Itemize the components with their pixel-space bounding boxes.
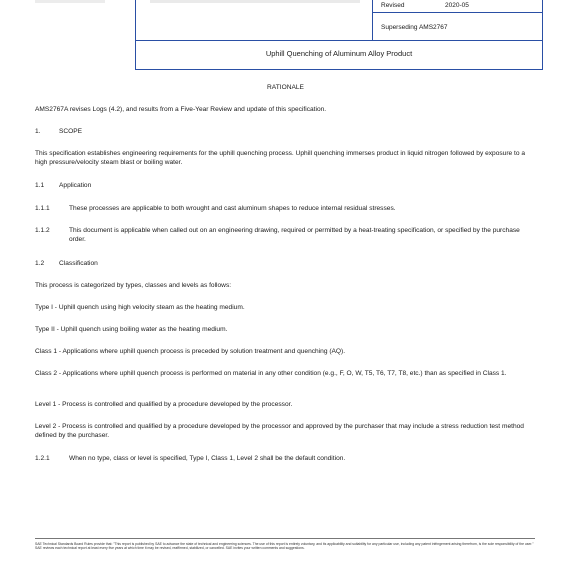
item-text: This document is applicable when called out on an engineering drawing, required or permitted by a heat-treating specification, or specified by the purchase order.: [69, 227, 520, 243]
scope-text: This specification establishes engineering requirements for the uphill quenching process. Uphill quenching immerses product in liquid nitrogen followed by exposure to a high pressure/velocity steam blast or boiling water.: [35, 150, 526, 166]
classification-heading: [35, 259, 536, 268]
level-2-text: Level 2 - Process is controlled and qualified by a procedure developed by the processor and approved by the purchaser that may include a stress reduction test method defined by the purchaser.: [35, 423, 524, 439]
footer-divider: [35, 538, 535, 539]
application-number: 1.1: [35, 182, 45, 189]
superseding-text: Superseding AMS2767: [381, 24, 448, 31]
item-number: 1.1.1: [35, 205, 50, 212]
class-1-text: Class 1 - Applications where uphill quench process is preceded by solution treatment and quenching (AQ).: [35, 348, 346, 355]
type-1-text: Type I - Uphill quench using high velocity steam as the heating medium.: [35, 304, 245, 311]
type-2-text: Type II - Uphill quench using boiling water as the heating medium.: [35, 326, 228, 333]
footer-notice: [35, 542, 535, 551]
item-number: 1.2.1: [35, 455, 50, 462]
header-faint-text: [35, 0, 105, 3]
header-faint-text-2: [150, 0, 360, 3]
rationale-text: AMS2767A revises Logs (4.2), and results from a Five-Year Review and update of this specification.: [35, 106, 327, 113]
rationale-heading: RATIONALE: [267, 84, 304, 91]
footer-line-1: SAE Technical Standards Board Rules provide that: "This report is published by SAE to advance the state of technical and engineering sciences. The use of this report is entirely voluntary, and its applicability and suitability for any particular use, including any patent infringement arising therefrom, is the sole responsibility of the user.": [35, 542, 534, 546]
scope-number: 1.: [35, 128, 41, 135]
item-text: When no type, class or level is specified, Type I, Class 1, Level 2 shall be the default condition.: [69, 455, 346, 462]
application-heading: [35, 181, 536, 190]
revised-label: Revised: [381, 2, 405, 9]
classification-intro: This process is categorized by types, classes and levels as follows:: [35, 282, 232, 289]
scope-heading: [35, 127, 536, 136]
revised-date: 2020-05: [445, 2, 469, 9]
level-1-text: Level 1 - Process is controlled and qualified by a procedure developed by the processor.: [35, 401, 293, 408]
document-title-box: [135, 40, 543, 70]
application-title: Application: [59, 182, 92, 189]
classification-title: Classification: [59, 260, 98, 267]
revision-info-box: [372, 0, 543, 40]
classification-number: 1.2: [35, 260, 45, 267]
footer-line-2: SAE reviews each technical report at least every five years at which time it may be revised, reaffirmed, stabilized, or cancelled. SAE invites your written comments and suggestions.: [35, 546, 305, 551]
superseding-row: [373, 22, 542, 35]
document-title: Uphill Quenching of Aluminum Alloy Product: [265, 49, 413, 58]
revised-row: [373, 0, 542, 13]
item-number: 1.1.2: [35, 227, 50, 234]
class-2-text: Class 2 - Applications where uphill quench process is performed on material in any other condition (e.g., F, O, W, T5, T6, T7, T8, etc.) than as specified in Class 1.: [35, 370, 507, 377]
scope-title: SCOPE: [59, 128, 83, 135]
item-text: These processes are applicable to both wrought and cast aluminum shapes to reduce internal residual stresses.: [69, 205, 396, 212]
